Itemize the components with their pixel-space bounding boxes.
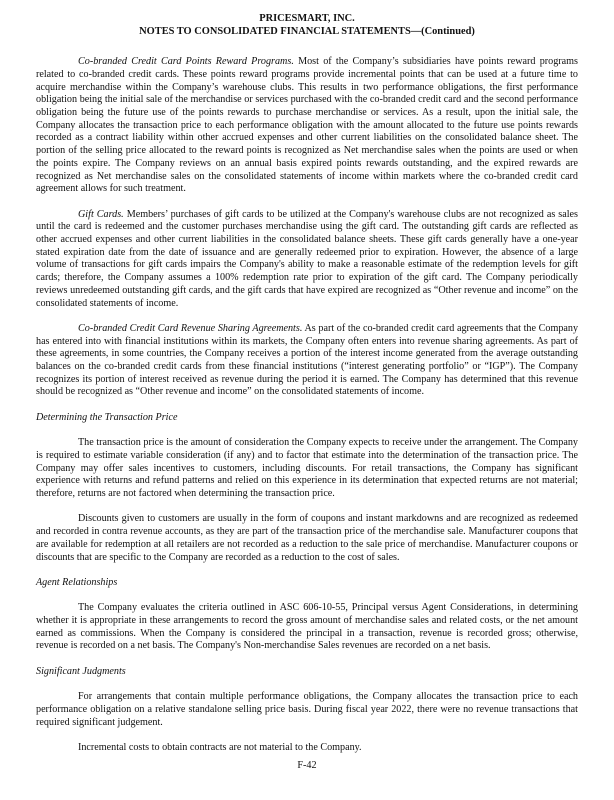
paragraph-gift-cards <box>36 209 578 311</box>
paragraph-text: Members’ purchases of gift cards to be utilized at the Company's warehouse clubs are not recognized as sales until the card is redeemed and the customer purchases merchandise using the gift card. The outstanding gift cards are reflected as other accrued expenses and other current liabilities in the consolidated balance sheets. These gift cards generally have a one-year stated expiration date from the date of issuance and are generally redeemed prior to expiration. However, the absence of a large volume of transactions for gift cards impairs the Company's ability to make a reasonable estimate of the redemption levels for gift cards; therefore, the Company assumes a 100% redemption rate prior to expiration of the gift card. The Company periodically reviews unredeemed outstanding gift cards, and the gift cards that have expired are recognized as “Other revenue and income” on the consolidated statements of income. <box>36 208 578 309</box>
paragraph-points-reward-programs <box>36 56 578 196</box>
document-page <box>36 0 578 767</box>
page-number: F-42 <box>297 760 317 771</box>
paragraph-significant-judgments: For arrangements that contain multiple performance obligations, the Company allocates the transaction price to each performance obligation on a relative standalone selling price basis. During fiscal year 2022, there were no revenue transactions that required significant judgement. <box>36 691 578 728</box>
subheading-transaction-price: Determining the Transaction Price <box>36 411 178 423</box>
subheading-agent-relationships: Agent Relationships <box>36 576 118 588</box>
paragraph-text: As part of the co-branded credit card agreements that the Company has entered into with financial institutions within its markets, the Company often enters into revenue sharing agreements. As part of these agreements, in some countries, the Company receives a portion of the interest income generated from the average outstanding balances on the co-branded credit cards from these financial institutions (“interest generating portfolio” or “IGP”). The Company recognizes its portion of interest received as revenue during the period it is earned. The Company has determined that this revenue should be recognized as “Other revenue and income” on the consolidated statements of income. <box>36 322 579 398</box>
page-header <box>36 13 578 38</box>
subheading-significant-judgments: Significant Judgments <box>36 665 126 677</box>
paragraph-revenue-sharing <box>36 323 578 399</box>
paragraph-lead: Co-branded Credit Card Revenue Sharing Agreements. <box>78 322 303 334</box>
paragraph-lead: Gift Cards. <box>78 208 124 220</box>
page-title: NOTES TO CONSOLIDATED FINANCIAL STATEMENTS—(Continued) <box>139 25 475 37</box>
paragraph-agent-relationships: The Company evaluates the criteria outlined in ASC 606-10-55, Principal versus Agent Considerations, in determining whether it is appropriate in these arrangements to record the gross amount of merchandise sales and related costs, or the net amount earned as commissions. When the Company is considered the principal in a transaction, revenue is recorded gross; otherwise, revenue is recorded on a net basis. The Company's Non-merchandise Sales revenues are recorded on a net basis. <box>36 602 578 652</box>
paragraph-lead: Co-branded Credit Card Points Reward Programs. <box>78 56 294 68</box>
paragraph-transaction-price: The transaction price is the amount of consideration the Company expects to receive under the arrangement. The Company is required to estimate variable consideration (if any) and to factor that estimate into the determination of the transaction price. The Company may offer sales incentives to customers, including discounts. For retail transactions, the Company has significant experience with returns and refund patterns and relied on this experience in its determination that expected returns are not material; therefore, returns are not factored when determining the transaction price. <box>36 437 578 500</box>
paragraph-text: Most of the Company’s subsidiaries have points reward programs related to co-branded credit cards. These points reward programs provide incremental points that can be used at a future time to acquire merchandise within the Company’s warehouse clubs. This results in two performance obligations, the first performance obligation being the initial sale of the merchandise or services purchased with the co-branded credit card and the second performance obligation being the future use of the points rewards to purchase merchandise or services. As a result, upon the initial sale, the Company allocates the transaction price to each performance obligation with the amount allocated to the future use points rewards recorded as a contract liability within other accrued expenses and other current liabilities on the consolidated balance sheet. The portion of the selling price allocated to the reward points is recognized as Net merchandise sales when the points are used or when the points expire. The Company reviews on an annual basis expired points rewards outstanding, and the expired rewards are recognized as Net merchandise sales on the consolidated statements of income within markets where the co-branded credit card agreement allows for such treatment. <box>36 56 578 195</box>
company-name: PRICESMART, INC. <box>259 13 355 24</box>
document-body <box>36 56 578 755</box>
paragraph-discounts: Discounts given to customers are usually in the form of coupons and instant markdowns and are recognized as redeemed and recorded in contra revenue accounts, as they are part of the transaction price of the merchandise sale. Manufacturer coupons that are available for redemption at all retailers are not recorded as a reduction to the sale price of merchandise. Manufacturer coupons or discounts that are specific to the Company are recorded as a reduction to the cost of sales. <box>36 513 578 563</box>
paragraph-incremental-costs: Incremental costs to obtain contracts are not material to the Company. <box>78 742 362 753</box>
